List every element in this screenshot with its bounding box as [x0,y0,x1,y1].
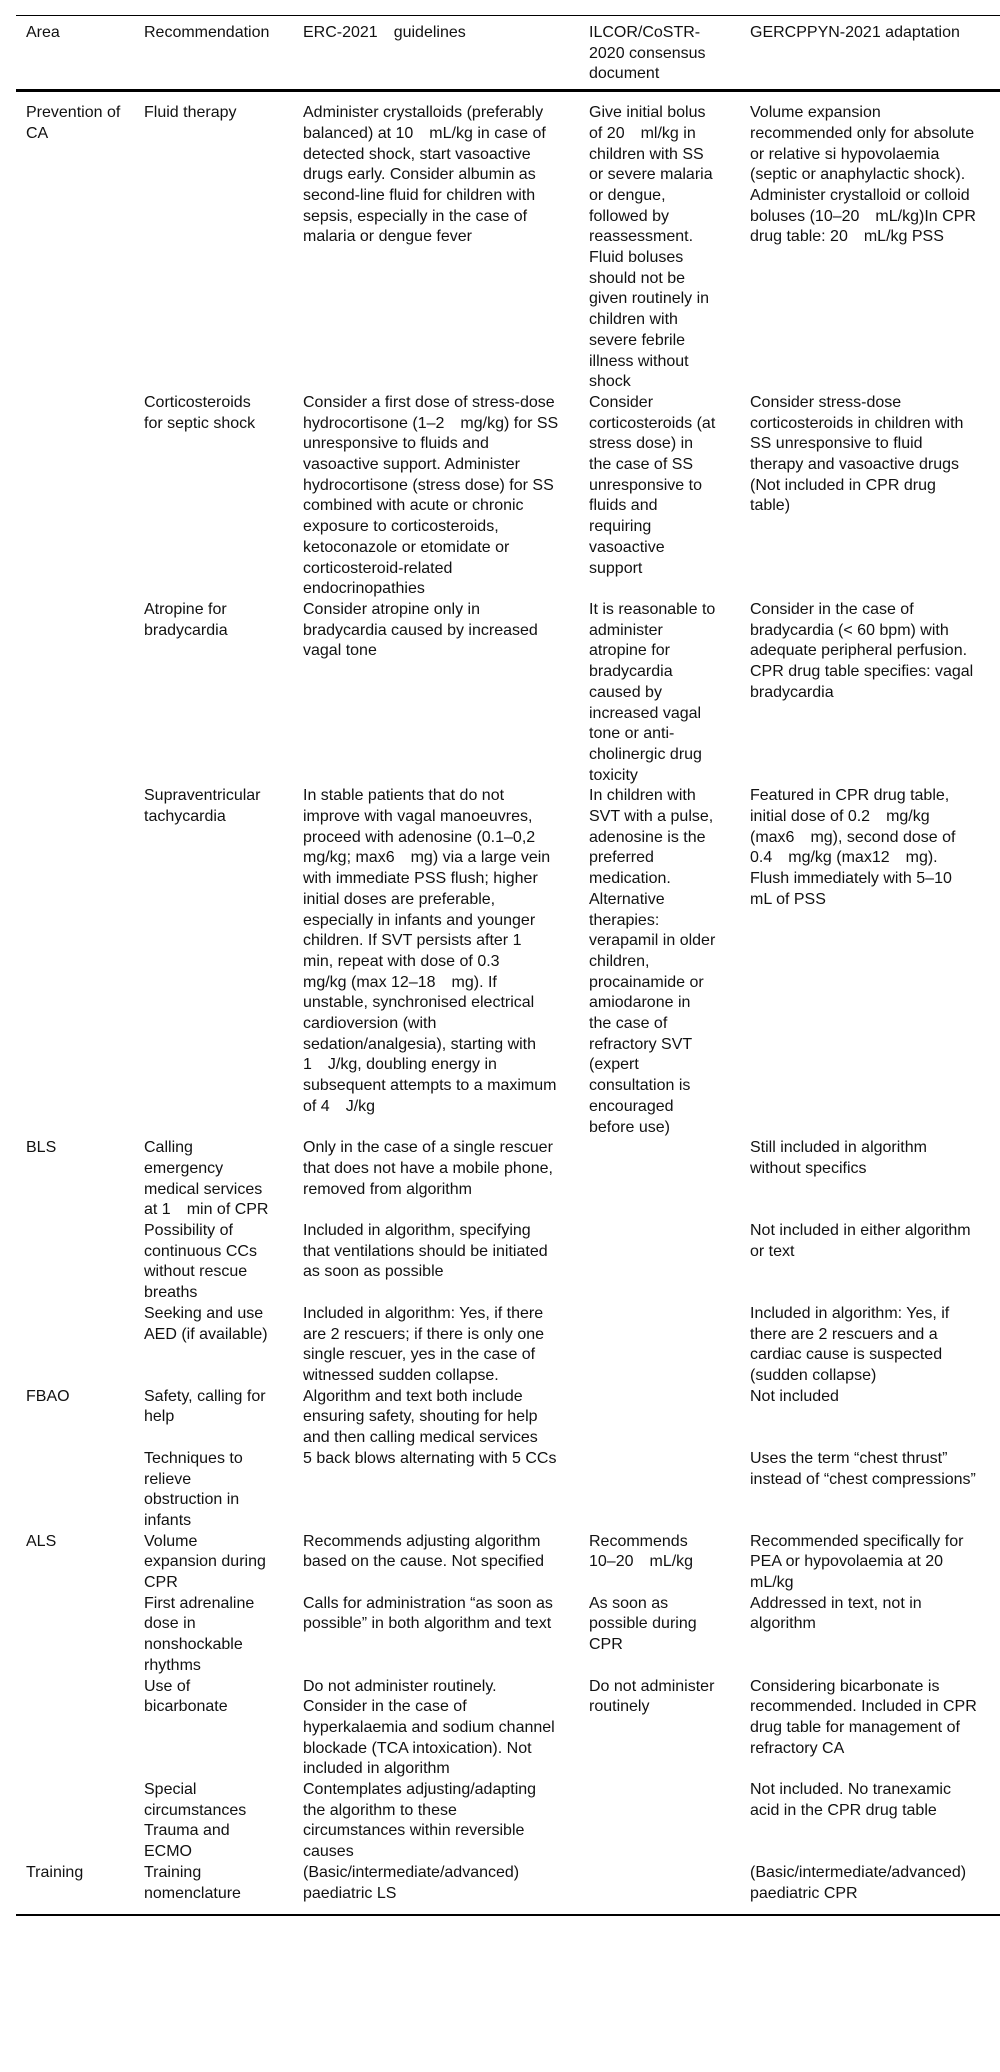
cell-recommendation: Calling emergency medical services at 1 min of CPR [144,1139,269,1219]
cell-ilcor: As soon as possible during CPR [589,1594,697,1654]
cell-ilcor [579,1863,740,1915]
header-gercppyn-2021: GERCPPYN-2021 adaptation [750,24,960,41]
cell-erc: Calls for administration “as soon as possible” in both algorithm and text [303,1594,553,1633]
cell-ilcor: Recommends 10–20 mL/kg [589,1532,694,1571]
cell-erc: Consider a first dose of stress-dose hydrocortisone (1–2 mg/kg) for SS unresponsive to fluids and vasoactive support. Administer hydrocortisone (stress dose) for SS combined with acute or chronic exposure to corticosteroids, ketoconazole or etomidate or corticosteroid-related endocrinopathies [303,393,559,598]
cell-erc: Consider atropine only in bradycardia caused by increased vagal tone [303,600,538,660]
cell-gercppyn: Consider in the case of bradycardia (< 60 bpm) with adequate peripheral perfusion. CPR drug table specifies: vagal bradycardia [750,600,974,701]
cell-area [16,786,134,1138]
cell-recommendation: Safety, calling for help [144,1387,266,1426]
cell-area [16,1449,134,1532]
cell-gercppyn: Featured in CPR drug table, initial dose of 0.2 mg/kg (max6 mg), second dose of 0.4 mg/kg (max12 mg). Flush immediately with 5–10 mL of PSS [750,787,968,908]
cell-area [16,1677,134,1781]
cell-recommendation: Seeking and use AED (if available) [144,1304,268,1343]
cell-erc: 5 back blows alternating with 5 CCs [303,1449,557,1467]
cell-erc: Algorithm and text both include ensuring safety, shouting for help and then calling medical services [303,1387,538,1447]
cell-ilcor [579,1138,740,1221]
table-row [16,1677,1000,1781]
table-row [16,1138,1000,1221]
cell-recommendation: Training nomenclature [144,1863,241,1902]
cell-area [16,1780,134,1863]
table-row [16,1449,1000,1532]
header-recommendation: Recommendation [144,24,270,41]
table-row [16,786,1000,1138]
cell-gercppyn: Not included [750,1387,839,1405]
cell-erc: Contemplates adjusting/adapting the algorithm to these circumstances within reversible causes [303,1781,537,1861]
cell-area [16,393,134,600]
cell-gercppyn: Addressed in text, not in algorithm [750,1594,922,1633]
table-row [16,1532,1000,1594]
cell-ilcor: Give initial bolus of 20 ml/kg in children with SS or severe malaria or dengue, followed by reassessment. Fluid boluses should not be given routinely in children with severe febrile illness without shock [589,104,713,391]
cell-area: ALS [26,1532,57,1550]
cell-ilcor [579,1304,740,1387]
cell-recommendation: Techniques to relieve obstruction in infants [144,1449,243,1529]
cell-recommendation: Fluid therapy [144,104,237,122]
table-row [16,91,1000,393]
cell-area [16,1594,134,1677]
cell-recommendation: Atropine for bradycardia [144,600,228,639]
cell-ilcor [579,1449,740,1532]
cell-recommendation: Supraventricular tachycardia [144,787,261,826]
cell-gercppyn: Considering bicarbonate is recommended. Included in CPR drug table for management of refractory CA [750,1677,977,1757]
cell-erc: Do not administer routinely. Consider in the case of hyperkalaemia and sodium channel blockade (TCA intoxication). Not included in algorithm [303,1677,555,1778]
cell-erc: Recommends adjusting algorithm based on the cause. Not specified [303,1532,545,1571]
cell-erc: Included in algorithm, specifying that ventilations should be initiated as soon as possible [303,1222,548,1281]
cell-area: Prevention of CA [26,104,121,142]
header-ilcor-costr-2020: ILCOR/CoSTR-2020 consensus document [589,24,706,83]
cell-ilcor: It is reasonable to administer atropine for bradycardia caused by increased vagal tone or anti-cholinergic drug toxicity [589,600,716,784]
cell-area: BLS [26,1139,57,1157]
cell-gercppyn: Not included. No tranexamic acid in the CPR drug table [750,1781,951,1819]
cell-erc: In stable patients that do not improve with vagal manoeuvres, proceed with adenosine (0.1–0,2 mg/kg; max6 mg) via a large vein with immediate PSS flush; higher initial doses are preferable, especially in infants and younger children. If SVT persists after 1 min, repeat with dose of 0.3 mg/kg (max 12–18 mg). If unstable, synchronised electrical cardioversion (with sedation/analgesia), starting with 1 J/kg, doubling energy in subsequent attempts to a maximum of 4 J/kg [303,787,557,1115]
cell-erc: Included in algorithm: Yes, if there are 2 rescuers; if there is only one single rescuer, yes in the case of witnessed sudden collapse. [303,1304,545,1384]
table-row [16,1594,1000,1677]
cell-area: Training [26,1863,84,1881]
cell-ilcor [579,1780,740,1863]
table-row [16,1221,1000,1304]
cell-area [16,1304,134,1387]
cell-gercppyn: Recommended specifically for PEA or hypovolaemia at 20 mL/kg [750,1532,964,1592]
cell-recommendation: Volume expansion during CPR [144,1532,266,1592]
cell-recommendation: Possibility of continuous CCs without rescue breaths [144,1222,257,1302]
recommendations-comparison-table [16,15,1000,1916]
cell-recommendation: First adrenaline dose in nonshockable rhythms [144,1594,255,1674]
table-row [16,1780,1000,1863]
cell-gercppyn: Not included in either algorithm or text [750,1222,971,1260]
cell-erc: Only in the case of a single rescuer that does not have a mobile phone, removed from algorithm [303,1139,553,1198]
cell-gercppyn: (Basic/intermediate/advanced) paediatric CPR [750,1863,967,1902]
header-erc-2021: ERC-2021 guidelines [303,24,466,41]
table-row [16,1863,1000,1915]
table-body [16,91,1000,1916]
cell-gercppyn: Included in algorithm: Yes, if there are 2 rescuers and a cardiac cause is suspected (sudden collapse) [750,1304,950,1384]
cell-ilcor: In children with SVT with a pulse, adenosine is the preferred medication. Alternative therapies: verapamil in older children, procainamide or amiodarone in the case of refractory SVT (expert consultation is encouraged before use) [589,787,716,1136]
cell-gercppyn: Still included in algorithm without specifics [750,1139,927,1177]
cell-erc: Administer crystalloids (preferably balanced) at 10 mL/kg in case of detected shock, start vasoactive drugs early. Consider albumin as second-line fluid for children with sepsis, especially in the case of malaria or dengue fever [303,104,546,246]
cell-area [16,600,134,786]
table-row [16,600,1000,786]
cell-ilcor: Do not administer routinely [589,1677,715,1716]
cell-recommendation: Corticosteroids for septic shock [144,393,256,432]
table-row [16,1387,1000,1449]
cell-ilcor: Consider corticosteroids (at stress dose) in the case of SS unresponsive to fluids and requiring vasoactive support [589,393,716,577]
cell-recommendation: Use of bicarbonate [144,1677,228,1716]
cell-gercppyn: Uses the term “chest thrust” instead of “chest compressions” [750,1449,976,1488]
table-row [16,393,1000,600]
cell-gercppyn: Volume expansion recommended only for absolute or relative si hypovolaemia (septic or anaphylactic shock). Administer crystalloid or colloid boluses (10–20 mL/kg)In CPR drug table: 20 mL/kg PSS [750,104,976,246]
cell-gercppyn: Consider stress-dose corticosteroids in children with SS unresponsive to fluid therapy and vasoactive drugs (Not included in CPR drug table) [750,393,964,515]
header-area: Area [26,24,60,41]
cell-ilcor [579,1221,740,1304]
header-row [16,16,1000,91]
cell-area [16,1221,134,1304]
cell-erc: (Basic/intermediate/advanced) paediatric LS [303,1863,520,1902]
table-row [16,1304,1000,1387]
cell-recommendation: Special circumstances Trauma and ECMO [144,1781,247,1861]
cell-area: FBAO [26,1387,70,1405]
cell-ilcor [579,1387,740,1449]
